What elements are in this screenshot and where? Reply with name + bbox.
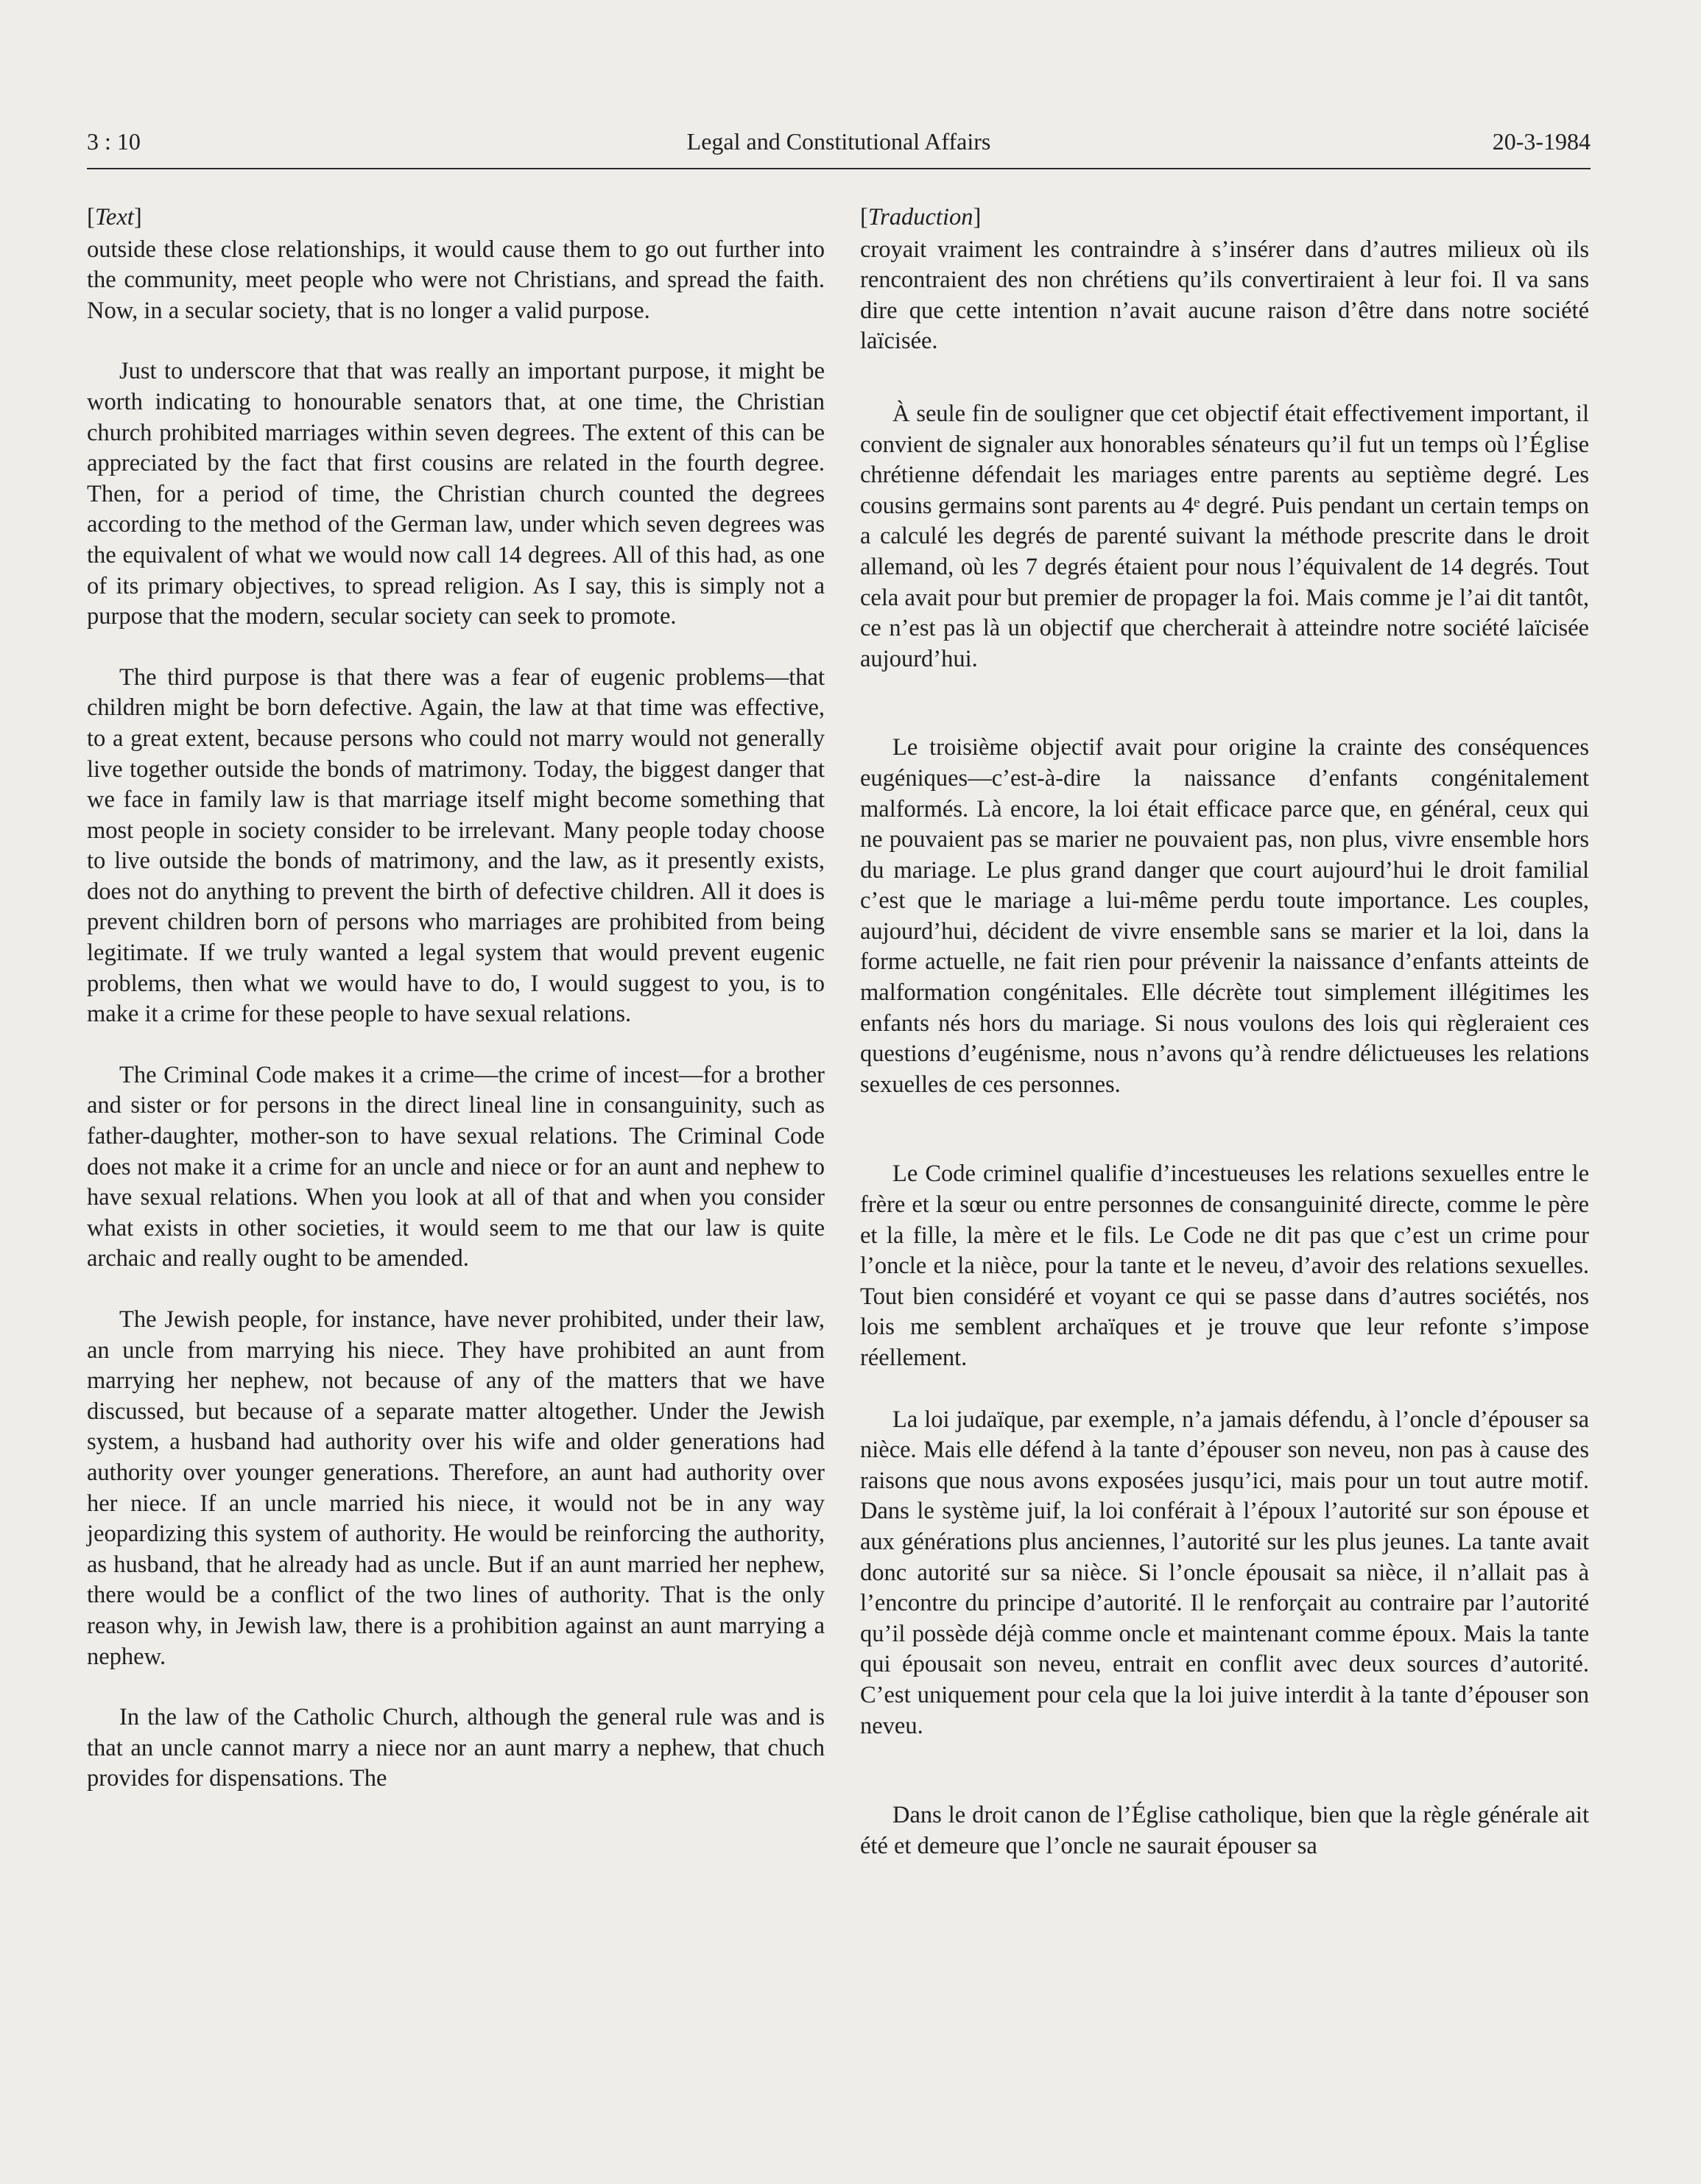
english-paragraph-4: The Criminal Code makes it a crime—the crime of incest—for a brother and sister or for persons in the direct lineal line in consanguinity, such as father-daughter, mother-son to have sexual relations. The Criminal Code does not make it a crime for an uncle and niece or for an aunt and nephew to have sexual relations. When you look at all of that and when you consider what exists in other societies, it would seem to me that our law is quite archaic and really ought to be amended. <box>87 1061 825 1272</box>
english-column <box>87 202 825 1825</box>
french-paragraph-2: À seule fin de souligner que cet objectif était effectivement important, il convient de signaler aux honorables sénateurs qu’il fut un temps où l’Église chrétienne défendait les mariages entre parents au septième degré. Les cousins germains sont parents au 4ᵉ degré. Puis pendant un certain temps on a calculé les degrés de parenté suivant la méthode prescrite dans le droit allemand, où les 7 degrés étaient pour nous l’équivalent de 14 degrés. Tout cela avait pour but premier de propager la foi. Mais comme je l’ai dit tantôt, ce n’est pas là un objectif que chercherait à atteindre notre société laïcisée aujourd’hui. <box>860 400 1589 672</box>
french-column <box>860 202 1589 1903</box>
english-paragraph-3: The third purpose is that there was a fear of eugenic problems—that children might be born defective. Again, the law at that time was effective, to a great extent, because persons who could not marry would not generally live together outside the bonds of matrimony. Today, the biggest danger that we face in family law is that marriage itself might become something that most people in society consider to be irrelevant. Many people today choose to live outside the bonds of matrimony, and the law, as it presently exists, does not do anything to prevent the birth of defective children. All it does is prevent children born of persons who marriages are prohibited from being legitimate. If we truly wanted a legal system that would prevent eugenic problems, then what we would have to do, I would suggest to you, is to make it a crime for these people to have sexual relations. <box>87 663 825 1028</box>
sitting-date: 20-3-1984 <box>1492 128 1591 155</box>
french-paragraph-5: La loi judaïque, par exemple, n’a jamais défendu, à l’oncle d’épouser sa nièce. Mais elle défend à la tante d’épouser son neveu, non pas à cause des raisons que nous avons exposées jusqu’ici, mais pour un tout autre motif. Dans le système juif, la loi conférait à l’époux l’autorité sur son épouse et aux générations plus anciennes, l’autorité sur les plus jeunes. La tante avait donc autorité sur sa nièce. Si l’oncle épousait sa nièce, il n’allait pas à l’encontre du principe d’autorité. Il le renforçait au contraire par l’autorité qu’il possède déjà comme oncle et maintenant comme époux. Mais la tante qui épousait son neveu, entrait en conflit avec deux sources d’autorité. C’est uniquement pour cela que la loi juive interdit à la tante d’épouser son neveu. <box>860 1406 1589 1739</box>
french-paragraph-1: croyait vraiment les contraindre à s’insérer dans d’autres milieux où ils rencontraient des non chrétiens qu’ils convertiraient à leur foi. Il va sans dire que cette intention n’avait aucune raison d’être dans notre société laïcisée. <box>860 236 1589 355</box>
english-paragraph-2: Just to underscore that that was really an important purpose, it might be worth indicating to honourable senators that, at one time, the Christian church prohibited marriages within seven degrees. The extent of this can be appreciated by the fact that first cousins are related in the fourth degree. Then, for a period of time, the Christian church counted the degrees according to the method of the German law, under which seven degrees was the equivalent of what we would now call 14 degrees. All of this had, as one of its primary objectives, to spread religion. As I say, this is simply not a purpose that the modern, secular society can seek to promote. <box>87 358 825 630</box>
english-paragraph-5: The Jewish people, for instance, have never prohibited, under their law, an uncle from marrying his niece. They have prohibited an aunt from marrying her nephew, not because of any of the matters that we have discussed, but because of a separate matter altogether. Under the Jewish system, a husband had authority over his wife and older generations had authority over younger generations. Therefore, an aunt had authority over her niece. If an uncle married his niece, it would not be in any way jeopardizing this system of authority. He would be reinforcing the authority, as husband, that he already had as uncle. But if an aunt married her nephew, there would be a conflict of the two lines of authority. That is the only reason why, in Jewish law, there is a prohibition against an aunt marrying a nephew. <box>87 1306 825 1670</box>
english-paragraph-6: In the law of the Catholic Church, although the general rule was and is that an uncle cannot marry a niece nor an aunt marry a nephew, that chuch provides for dispensations. The <box>87 1704 825 1792</box>
french-paragraph-6: Dans le droit canon de l’Église catholique, bien que la règle générale ait été et demeure que l’oncle ne saurait épouser sa <box>860 1802 1589 1859</box>
french-paragraph-3: Le troisième objectif avait pour origine la crainte des conséquences eugéniques—c’est-à-dire la naissance d’enfants congénitalement malformés. Là encore, la loi était efficace parce que, en général, ceux qui ne pouvaient pas se marier ne pouvaient pas, non plus, vivre ensemble hors du mariage. Le plus grand danger que court aujourd’hui le droit familial c’est que le mariage a lui-même perdu toute importance. Les couples, aujourd’hui, décident de vivre ensemble sans se marier et la loi, dans la forme actuelle, ne fait rien pour prévenir la naissance d’enfants atteints de malformation congénitales. Elle décrète tout simplement illégitimes les enfants nés hors du mariage. Si nous voulons des lois qui règleraient ces questions d’eugénisme, nous n’avons qu’à rendre délictueuses les relations sexuelles de ces personnes. <box>860 734 1589 1098</box>
english-paragraph-1: outside these close relationships, it would cause them to go out further into the community, meet people who were not Christians, and spread the faith. Now, in a secular society, that is no longer a valid purpose. <box>87 236 825 324</box>
french-paragraph-4: Le Code criminel qualifie d’incestueuses les relations sexuelles entre le frère et la sœur ou entre personnes de consanguinité directe, comme le père et la fille, la mère et le fils. Le Code ne dit pas que c’est un crime pour l’oncle et la nièce, pour la tante et le neveu, d’avoir des relations sexuelles. Tout bien considéré et voyant ce qui se passe dans d’autres sociétés, nos lois me semblent archaïques et je trouve que leur refonte s’impose réellement. <box>860 1160 1589 1371</box>
french-column-label: [Traduction] <box>860 204 982 230</box>
running-title: Legal and Constitutional Affairs <box>686 128 991 155</box>
page-number: 3 : 10 <box>87 128 141 155</box>
page-header <box>87 125 1591 169</box>
english-column-label: [Text] <box>87 204 142 230</box>
